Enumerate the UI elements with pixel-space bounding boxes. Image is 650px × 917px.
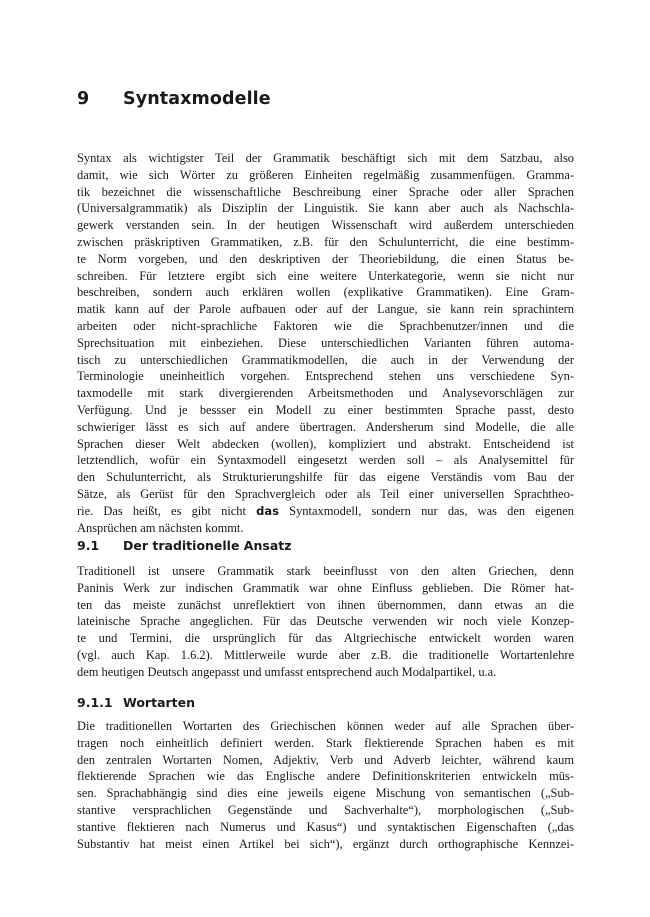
text-line: Sprechsituation mit einbeziehen. Diese unterschiedlichen Varianten führen automa-: [77, 335, 574, 350]
text-line: Terminologie uneinheitlich vorgehen. Entsprechend stehen uns verschiedene Syn-: [77, 369, 574, 384]
text-line: tisch zu unterschiedlichen Grammatikmodellen, die auch in der Verwendung der: [77, 352, 574, 367]
text-line: Traditionell ist unsere Grammatik stark beeinflusst von den alten Griechen, denn: [77, 564, 574, 578]
text-line: flektierende Sprachen wie das Englische andere Definitionskriterien entwickeln müs-: [77, 769, 574, 784]
chapter-title: Syntaxmodelle: [123, 89, 271, 109]
text-line: sen. Sprachabhängig sind dies eine jeweils eigene Mischung von semantischen („Sub-: [77, 786, 574, 801]
text-line: beschreiben, sondern auch erklären wollen (explikative Grammatiken). Eine Gram-: [77, 285, 574, 300]
text-line: tragen noch einheitlich definiert werden. Stark flektierende Sprachen haben es mit: [77, 735, 574, 750]
text-line: letztendlich, wofür ein Syntaxmodell eingesetzt werden soll – als Analysemittel für: [77, 453, 574, 468]
section-9-1-paragraph: [77, 563, 574, 681]
text-line: Die traditionellen Wortarten des Griechischen können weder auf alle Sprachen über-: [77, 719, 574, 733]
chapter-heading: [77, 89, 271, 109]
text-line: lateinische Sprache angeglichen. Für das Deutsche verwenden wir noch viele Konzep-: [77, 614, 574, 629]
text-fragment: rie. Das heißt, es gibt nicht: [77, 503, 257, 518]
section-heading-9-1: [77, 538, 292, 553]
text-line: arbeiten oder nicht-sprachliche Faktoren wie die Sprachbenutzer/innen und die: [77, 318, 574, 333]
text-line: Paninis Werk zur indischen Grammatik war ohne Einfluss geblieben. Die Römer hat-: [77, 580, 574, 595]
text-line: Ansprüchen am nächsten kommt.: [77, 520, 244, 535]
text-line: matik kann auf der Parole aufbauen oder auf der Langue, sie kann rein sprachintern: [77, 302, 574, 317]
text-line: te und Termini, die ursprünglich für das Altgriechische entwickelt worden waren: [77, 631, 574, 646]
text-line: taxmodelle mit stark divergierenden Arbeitsmethoden und Analysevorschlägen zur: [77, 386, 574, 401]
text-line: den Schulunterricht, als Strukturierungshilfe für das eigene Verständis vom Bau der: [77, 470, 574, 485]
text-fragment: Syntaxmodell, sondern nur das, was den eigenen: [278, 503, 574, 518]
text-line: Verfügung. Und je bessser ein Modell zu einer bestimmten Sprache passt, desto: [77, 402, 574, 417]
text-line: zwischen präskriptiven Grammatiken, z.B. für den Schulunterricht, die eine bestimm-: [77, 234, 574, 249]
text-line: [77, 503, 574, 520]
text-line: tik bezeichnet die wissenschaftliche Beschreibung einer Sprache oder aller Sprachen: [77, 184, 574, 199]
text-line: Sprachen dieser Welt abdecken (wollen), kompliziert und abstrakt. Entscheidend ist: [77, 436, 574, 451]
text-line: Syntax als wichtigster Teil der Grammatik beschäftigt sich mit dem Satzbau, also: [77, 151, 574, 165]
subsection-title: Wortarten: [123, 695, 196, 710]
text-line: te Norm vorgeben, und den deskriptiven der Theoriebildung, die einen Status be-: [77, 251, 574, 266]
text-line: Substantiv hat meist einen Artikel bei sich“), ergänzt durch orthographische Kennzei-: [77, 836, 574, 851]
text-line: (vgl. auch Kap. 1.6.2). Mittlerweile wurde aber z.B. die traditionelle Wortartenlehre: [77, 647, 574, 662]
text-line: stantive flektieren nach Numerus und Kasus“) und syntaktischen Eigenschaften („das: [77, 819, 574, 834]
section-heading-9-1-1: [77, 695, 195, 710]
intro-paragraph: [77, 150, 574, 536]
chapter-number: 9: [77, 89, 90, 109]
text-line: den zentralen Wortarten Nomen, Adjektiv, Verb und Adverb leichter, während kaum: [77, 752, 574, 767]
text-line: Sätze, als Gerüst für den Sprachvergleich oder als Teil einer universellen Sprachtheo-: [77, 486, 574, 501]
section-title: Der traditionelle Ansatz: [123, 538, 292, 553]
subsection-number: 9.1.1: [77, 695, 113, 710]
text-line: gewerk verstanden sein. In der heutigen Wissenschaft wird außerdem unterschieden: [77, 218, 574, 233]
text-line: schwieriger lässt es sich auf andere übertragen. Andersherum sind Modelle, die alle: [77, 419, 574, 434]
text-line: damit, wie sich Wörter zu größeren Einheiten regelmäßig zusammenfügen. Gramma-: [77, 167, 574, 182]
emphasized-word: das: [256, 503, 279, 518]
text-line: dem heutigen Deutsch angepasst und umfasst entsprechend auch Modalpartikel, u.a.: [77, 664, 497, 679]
section-number: 9.1: [77, 538, 100, 553]
text-line: schreiben. Für letztere ergibt sich eine weitere Unterkategorie, wenn sie nicht nur: [77, 268, 574, 283]
text-line: stantive versprachlichen Gegenstände und Sachverhalte“), morphologischen („Sub-: [77, 802, 574, 817]
text-line: ten das meiste zunächst unreflektiert von ihnen übernommen, dann etwas an die: [77, 597, 574, 612]
section-9-1-1-paragraph: [77, 718, 574, 852]
text-line: (Universalgrammatik) als Disziplin der Linguistik. Sie kann aber auch als Nachschla-: [77, 201, 574, 216]
